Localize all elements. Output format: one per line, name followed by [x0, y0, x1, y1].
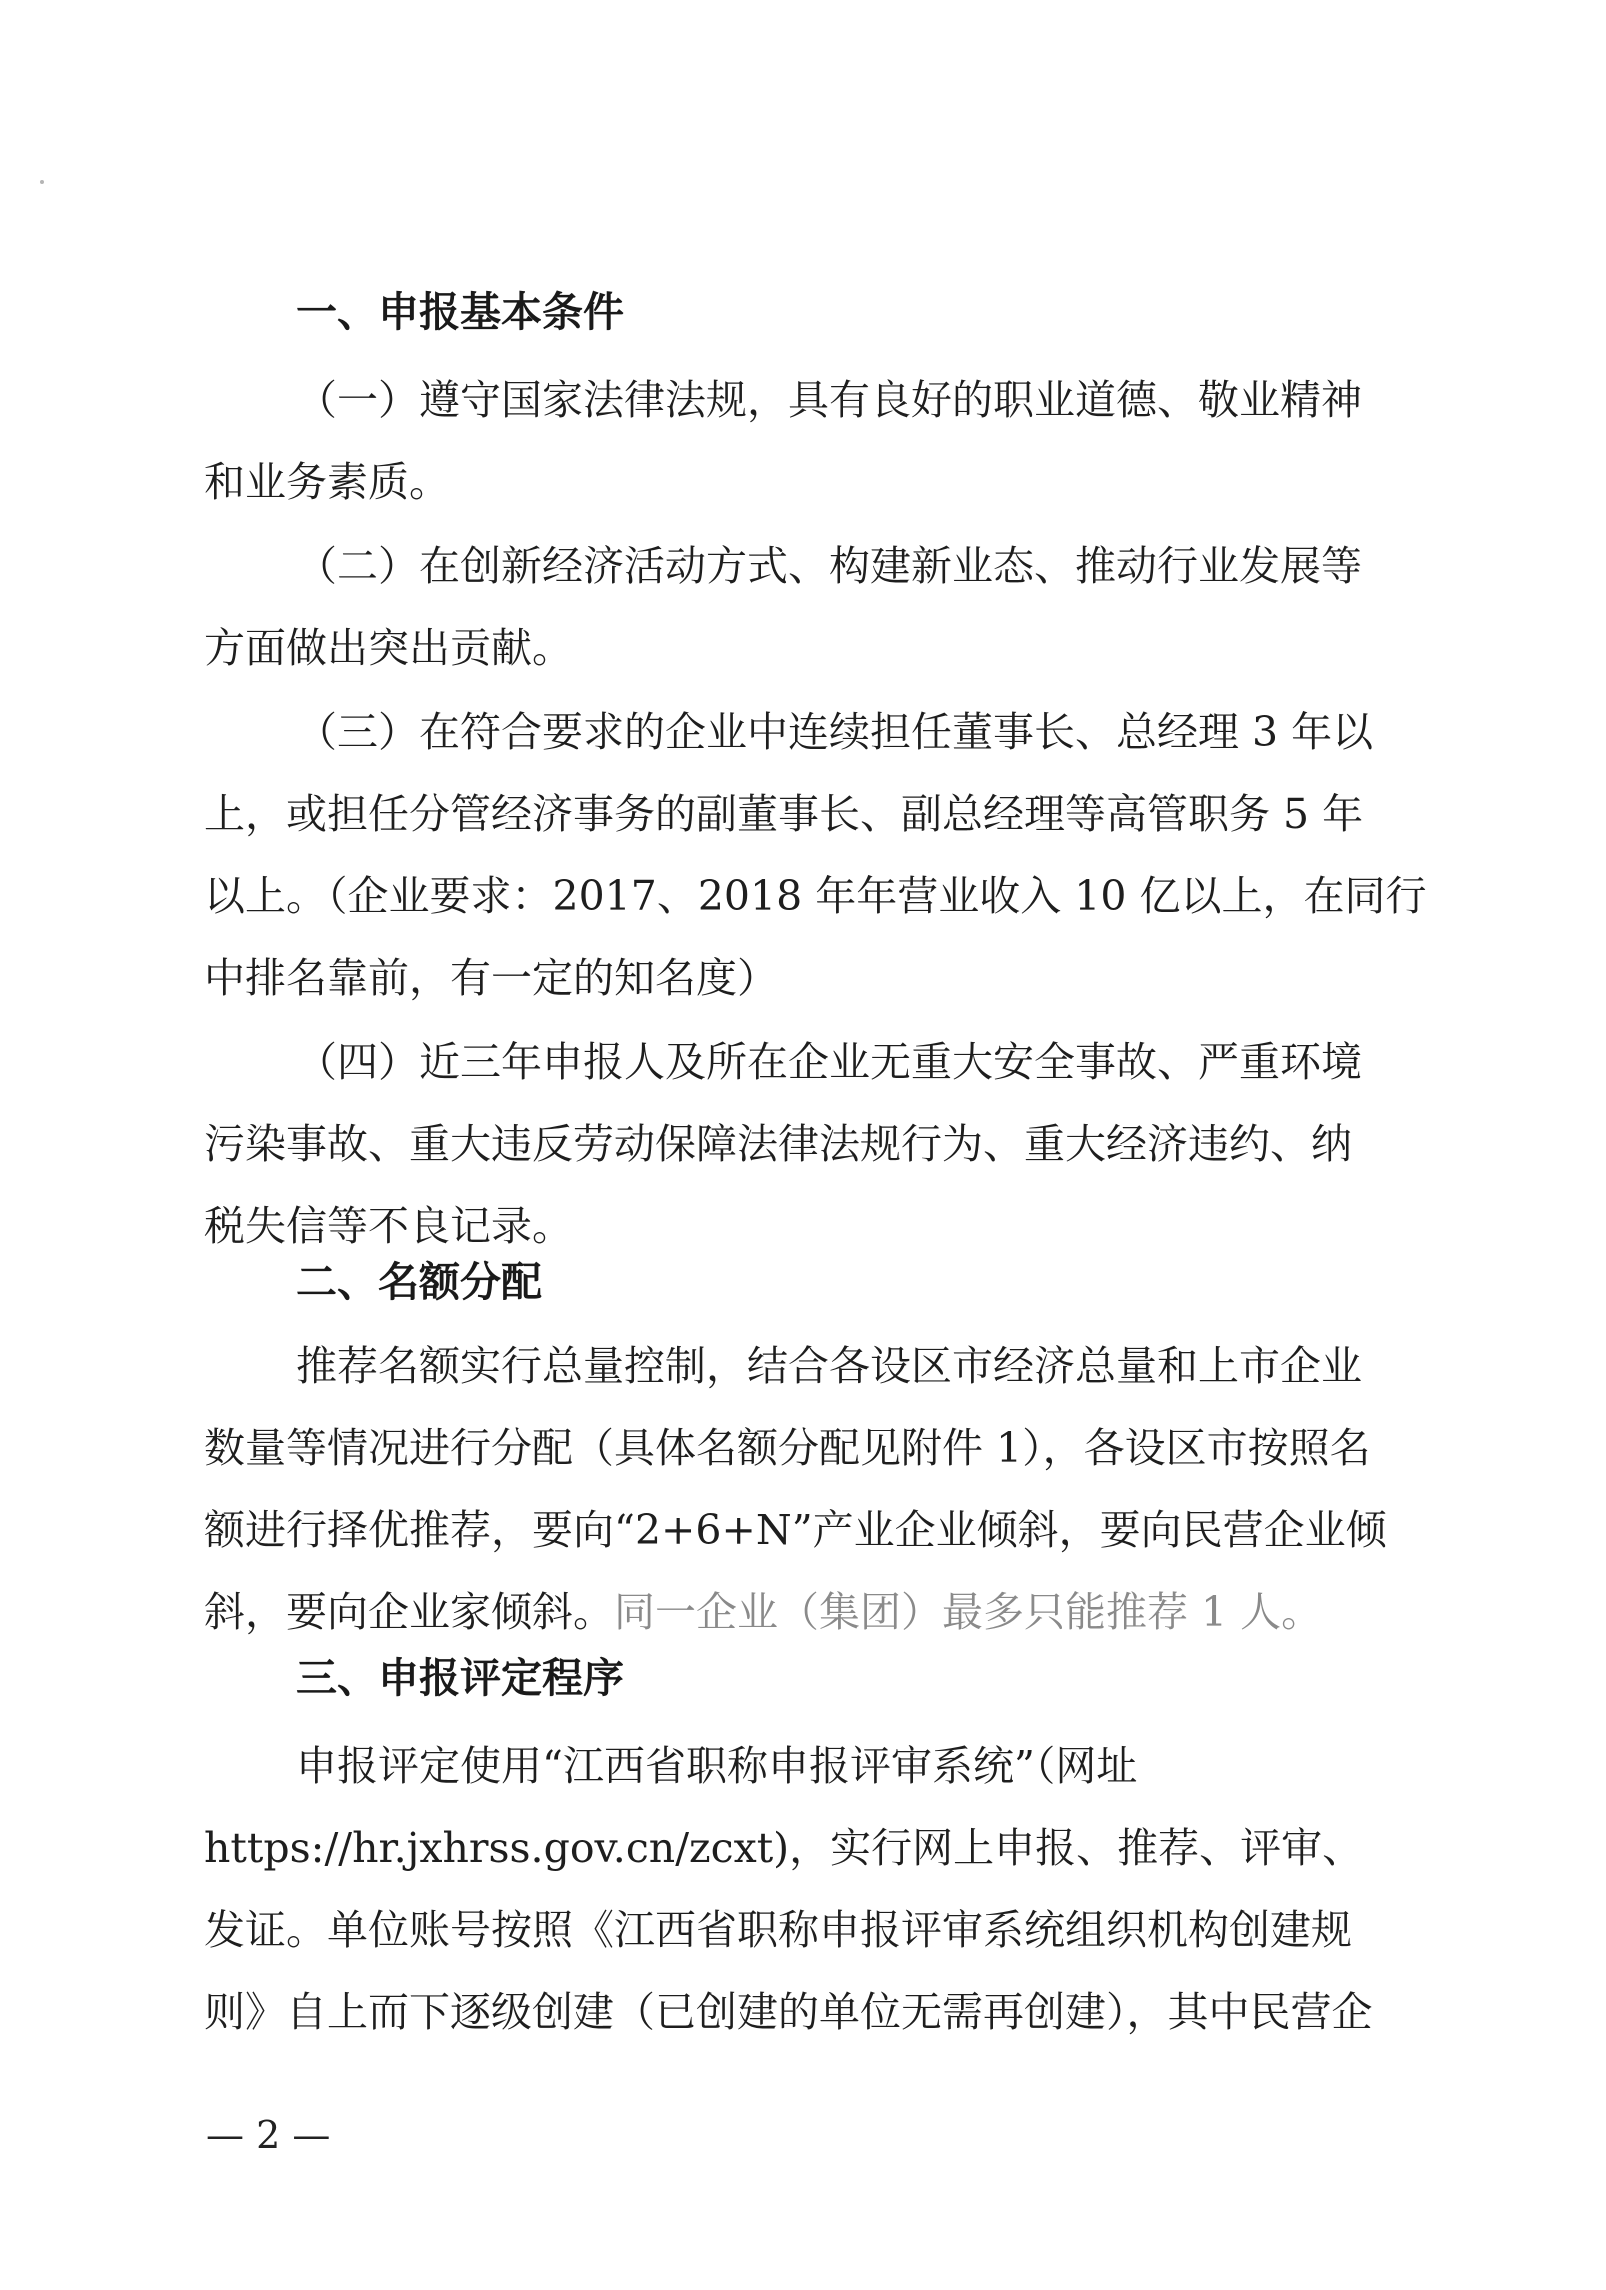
paragraph-line: 申报评定使用“江西省职称申报评审系统”（网址: [296, 1742, 1138, 1790]
paragraph-line: 发证。单位账号按照《江西省职称申报评审系统组织机构创建规: [204, 1906, 1352, 1954]
scan-speck: [40, 180, 44, 184]
paragraph-line: （四）近三年申报人及所在企业无重大安全事故、严重环境: [296, 1038, 1362, 1086]
paragraph-line: 额进行择优推荐，要向“2+6+N”产业企业倾斜，要向民营企业倾: [204, 1506, 1387, 1554]
paragraph-line: 上，或担任分管经济事务的副董事长、副总经理等高管职务 5 年: [204, 790, 1364, 838]
page-number: — 2 —: [206, 2113, 331, 2157]
paragraph-line: 中排名靠前，有一定的知名度）: [204, 954, 778, 1002]
paragraph-line: [204, 1588, 1323, 1636]
paragraph-line: （三）在符合要求的企业中连续担任董事长、总经理 3 年以: [296, 708, 1374, 756]
paragraph-line-text: 斜，要向企业家倾斜。: [204, 1588, 614, 1636]
section-heading-2: 二、名额分配: [296, 1258, 542, 1306]
paragraph-line: 则》自上而下逐级创建（已创建的单位无需再创建），其中民营企: [204, 1988, 1373, 2036]
paragraph-line: 污染事故、重大违反劳动保障法律法规行为、重大经济违约、纳: [204, 1120, 1352, 1168]
paragraph-line: 方面做出突出贡献。: [204, 624, 573, 672]
paragraph-line: 和业务素质。: [204, 458, 450, 506]
section-heading-1: 一、申报基本条件: [296, 288, 624, 336]
paragraph-line: https://hr.jxhrss.gov.cn/zcxt)，实行网上申报、推荐、评审、: [204, 1824, 1364, 1872]
paragraph-line: 以上。（企业要求：2017、2018 年年营业收入 10 亿以上，在同行: [204, 872, 1427, 920]
paragraph-line: （二）在创新经济活动方式、构建新业态、推动行业发展等: [296, 542, 1362, 590]
faint-text: 同一企业（集团）最多只能推荐 1 人。: [614, 1588, 1323, 1636]
paragraph-line: 推荐名额实行总量控制，结合各设区市经济总量和上市企业: [296, 1342, 1362, 1390]
paragraph-line: 数量等情况进行分配（具体名额分配见附件 1），各设区市按照名: [204, 1424, 1371, 1472]
section-heading-3: 三、申报评定程序: [296, 1654, 624, 1702]
paragraph-line: 税失信等不良记录。: [204, 1202, 573, 1250]
paragraph-line: （一）遵守国家法律法规，具有良好的职业道德、敬业精神: [296, 376, 1362, 424]
